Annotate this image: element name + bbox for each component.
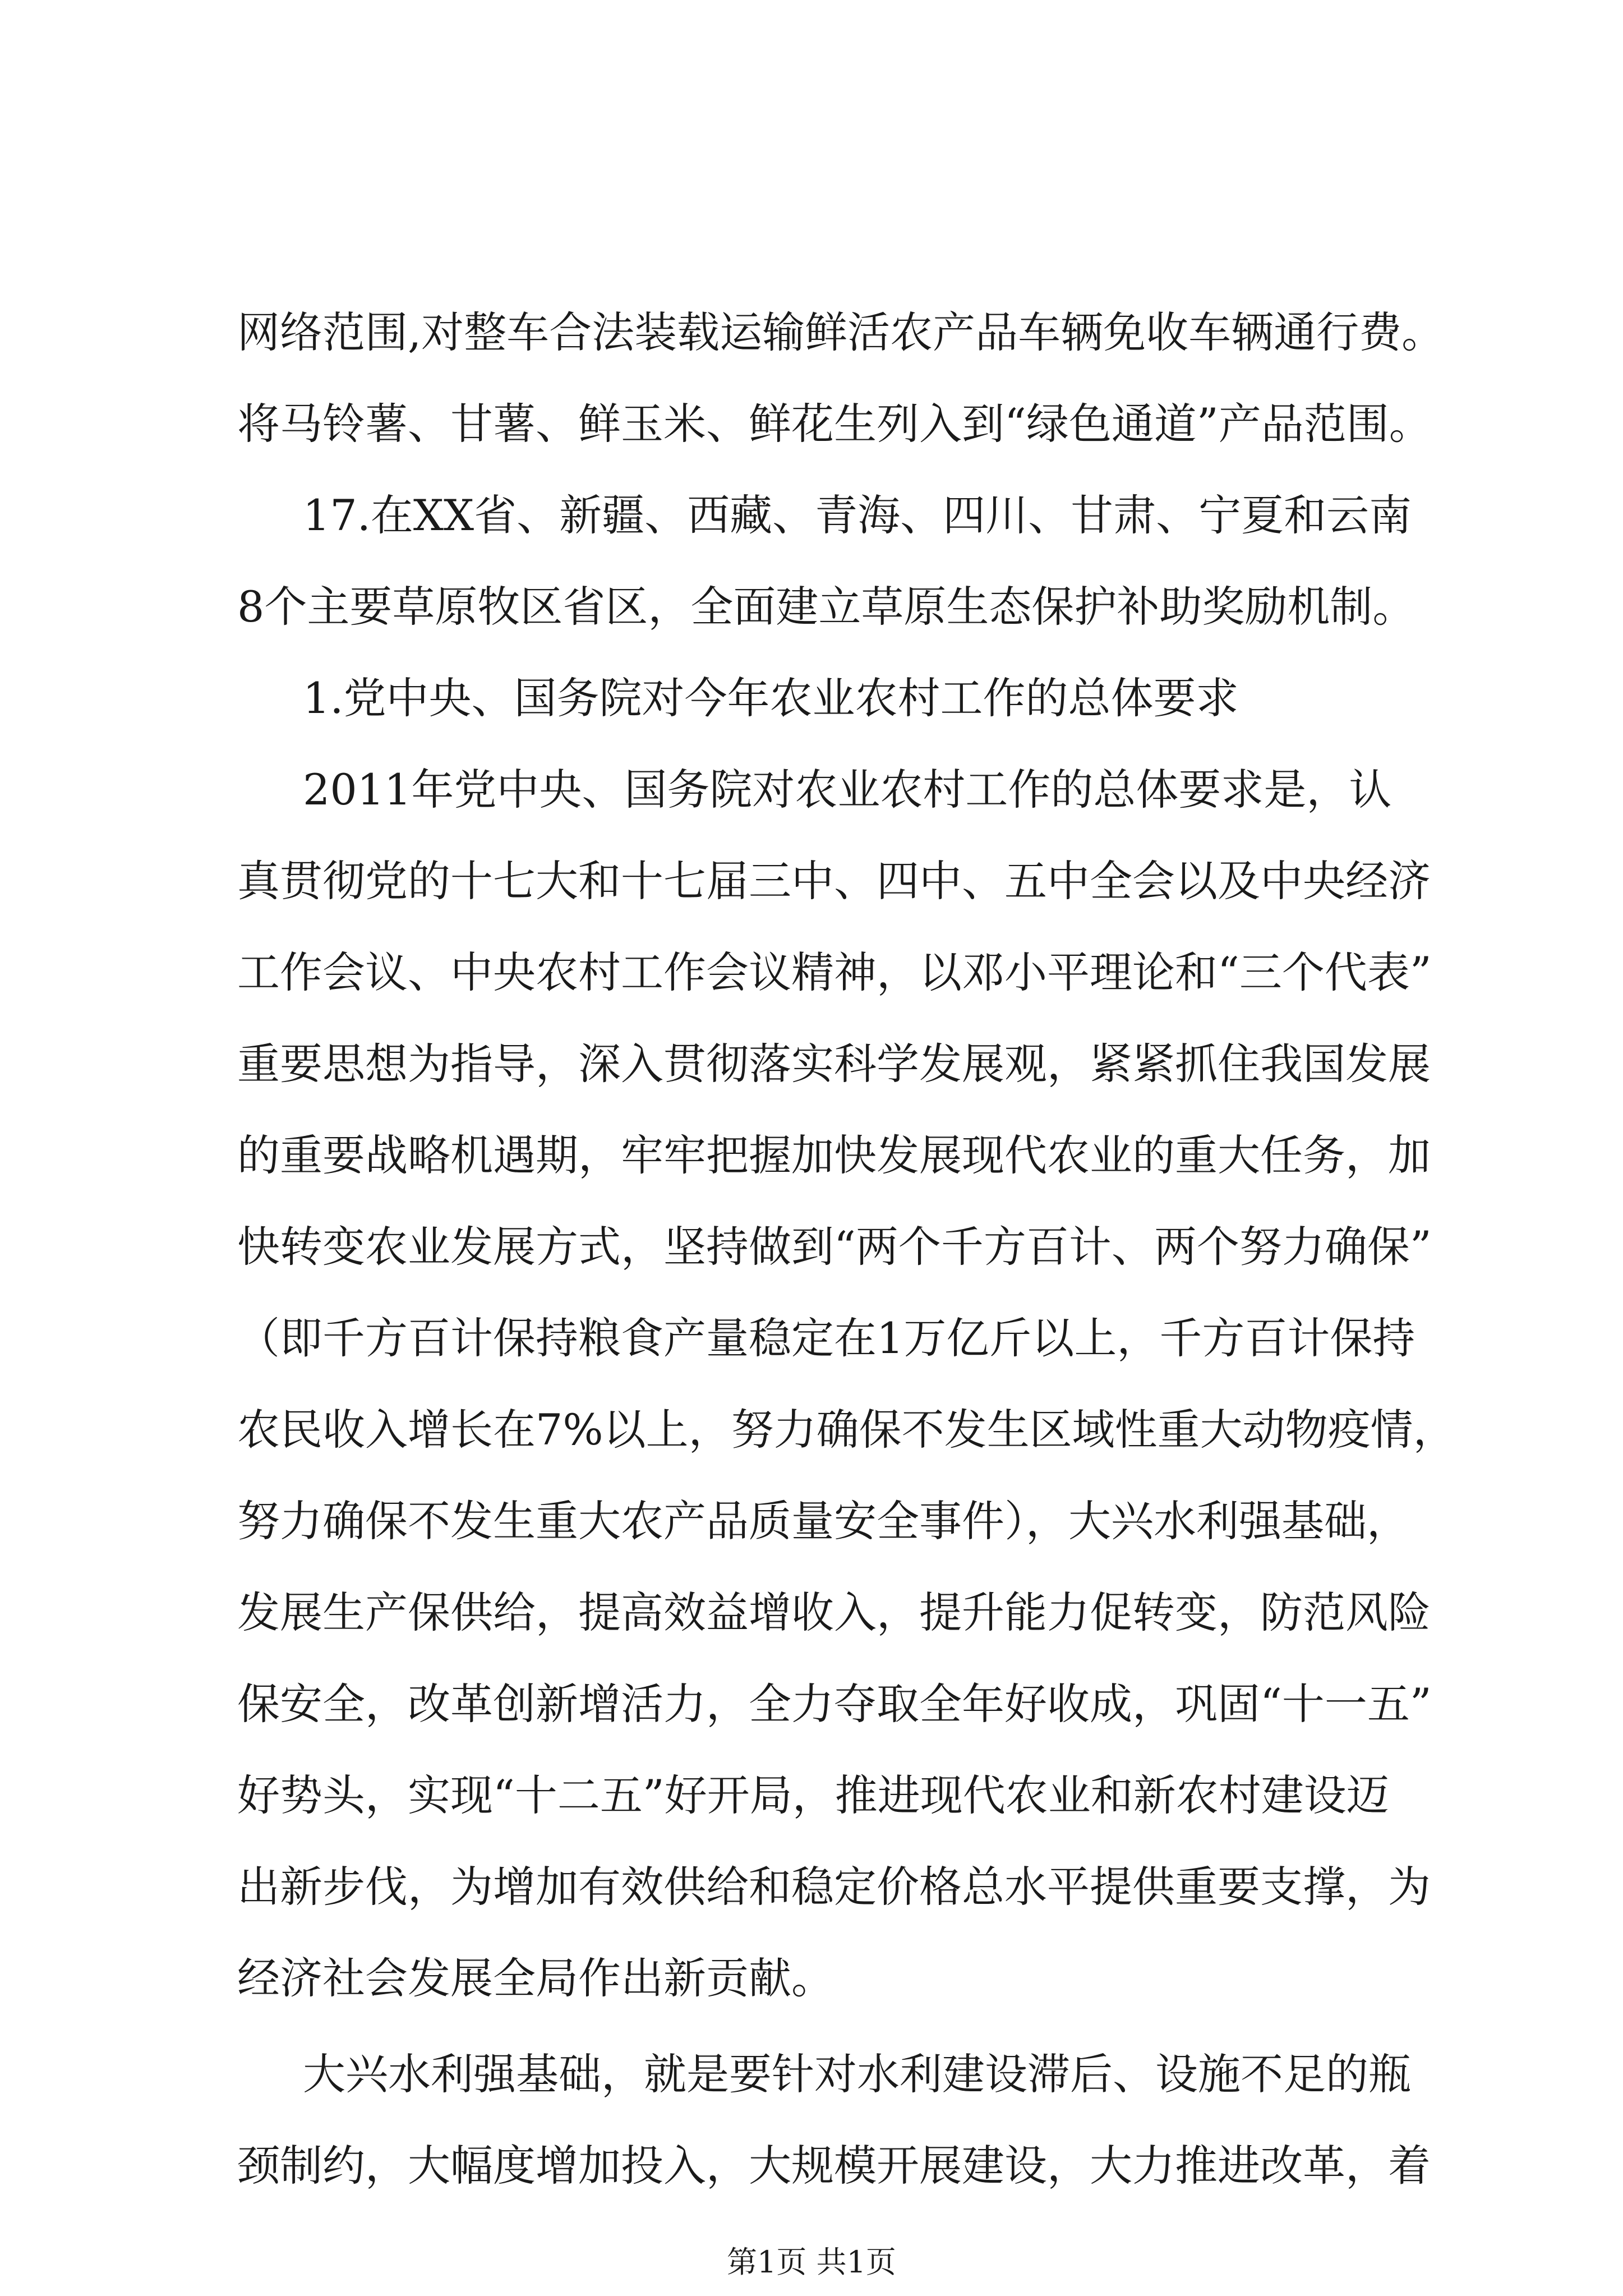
text-line-6: 2011年党中央、国务院对农业农村工作的总体要求是，认 [303,765,1392,815]
text-line-11: 快转变农业发展方式，坚持做到“两个千方百计、两个努力确保” [237,1222,1432,1272]
text-line-7: 真贯彻党的十七大和十七届三中、四中、五中全会以及中央经济 [237,856,1431,906]
text-line-14: 努力确保不发生重大农产品质量安全事件），大兴水利强基础， [237,1496,1409,1546]
text-line-13: 农民收入增长在7%以上，努力确保不发生区域性重大动物疫情， [237,1405,1456,1455]
text-line-18: 出新步伐，为增加有效供给和稳定价格总水平提供重要支撑，为 [237,1862,1431,1912]
text-line-20: 大兴水利强基础，就是要针对水利建设滞后、设施不足的瓶 [303,2049,1411,2099]
text-line-9: 重要思想为指导，深入贯彻落实科学发展观，紧紧抓住我国发展 [237,1039,1431,1089]
text-line-1: 网络范围,对整车合法装载运输鲜活农产品车辆免收车辆通行费。 [237,307,1445,357]
page-number-footer: 第1页 共1页 [727,2244,896,2280]
text-line-8: 工作会议、中央农村工作会议精神，以邓小平理论和“三个代表” [237,947,1432,997]
text-line-12: （即千方百计保持粮食产量稳定在1万亿斤以上，千方百计保持 [237,1313,1415,1363]
text-line-4: 8个主要草原牧区省区，全面建立草原生态保护补助奖励机制。 [237,582,1415,632]
text-line-15: 发展生产保供给，提高效益增收入，提升能力促转变，防范风险 [237,1588,1431,1637]
text-line-10: 的重要战略机遇期，牢牢把握加快发展现代农业的重大任务，加 [237,1130,1431,1180]
text-line-16: 保安全，改革创新增活力，全力夺取全年好收成，巩固“十一五” [237,1679,1432,1729]
text-line-17: 好势头，实现“十二五”好开局，推进现代农业和新农村建设迈 [237,1770,1389,1820]
text-line-3: 17.在XX省、新疆、西藏、青海、四川、甘肃、宁夏和云南 [303,490,1412,540]
text-line-2: 将马铃薯、甘薯、鲜玉米、鲜花生列入到“绿色通道”产品范围。 [237,399,1432,449]
text-line-19: 经济社会发展全局作出新贡献。 [237,1953,834,2003]
section-heading: 1.党中央、国务院对今年农业农村工作的总体要求 [303,673,1239,723]
text-line-21: 颈制约，大幅度增加投入，大规模开展建设，大力推进改革，着 [237,2141,1431,2191]
